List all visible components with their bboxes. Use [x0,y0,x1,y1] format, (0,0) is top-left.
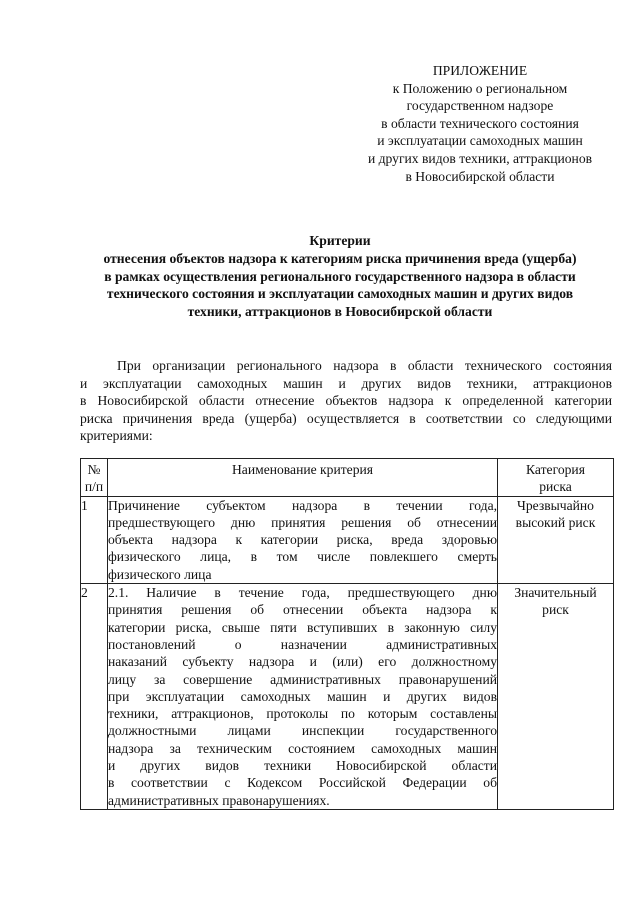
title-line: в рамках осуществления регионального государственного надзора в области [104,268,576,284]
appendix-line: в Новосибирской области [405,168,555,184]
title-heading: Критерии [309,233,371,248]
title-line: отнесения объектов надзора к категориям риска причинения вреда (ущерба) [103,250,577,266]
appendix-line: и эксплуатации самоходных машин [377,133,583,149]
criterion-line: надзора за техническим состоянием самоходных машин [108,740,497,756]
criterion-line: постановлений о назначении административных [108,636,497,652]
category-line: Чрезвычайно [517,497,594,513]
header-num [81,459,108,497]
row-number: 1 [81,496,108,583]
criterion-line: техники, аттракционов, протоколы по которым составлены [108,706,497,722]
appendix-line: и других видов техники, аттракционов [367,150,593,166]
criterion-line: при эксплуатации самоходных машин и других видов [108,688,497,704]
criterion-line: лицу за совершение административных правонарушений [108,671,497,687]
header-category-line: риска [539,479,572,495]
category-line: риск [542,602,569,618]
criterion-line: категории риска, свыше пяти вступивших в законную силу [108,619,497,635]
appendix-line: к Положению о региональном [392,80,568,96]
criterion-line: наказаний субъекту надзора и (или) его должностному [108,654,497,670]
title-line: технического состояния и эксплуатации самоходных машин и других видов [106,286,574,302]
criterion-line: принятия решения об отнесении объекта надзора к [108,602,497,618]
criterion-text [108,584,498,810]
risk-category [498,496,614,583]
header-num-line: п/п [84,479,104,495]
intro-line: в Новосибирской области отнесение объектов надзора к определенной категории [80,393,612,408]
criterion-text [108,496,498,583]
header-category-line: Категория [526,462,585,477]
header-num-line: № [87,462,101,477]
document-title [60,232,620,321]
table-row [81,584,614,810]
title-line: техники, аттракционов в Новосибирской области [187,304,493,320]
category-line: Значительный [514,585,597,601]
intro-line: и эксплуатации самоходных машин и других видов техники, аттракционов [80,375,612,391]
intro-paragraph [80,357,612,445]
appendix-heading: ПРИЛОЖЕНИЕ [432,63,528,78]
appendix-line: государственном надзоре [406,98,554,114]
header-name-label: Наименование критерия [231,462,374,477]
category-line: высокий риск [515,514,596,530]
appendix-block [330,62,630,185]
criterion-line: предшествующего дню принятия решения об отнесении [108,514,497,530]
risk-category [498,584,614,810]
criterion-line: объекта надзора к категории риска, вреда здоровью [108,532,497,548]
criterion-line: должностными лицами инспекции государственного [108,723,497,739]
appendix-line: в области технического состояния [381,115,579,131]
criterion-line: и других видов техники Новосибирской области [108,758,497,774]
header-name [108,459,498,497]
intro-line: риска причинения вреда (ущерба) осуществляется в соответствии со следующими [80,410,612,426]
intro-line: При организации регионального надзора в области технического состояния [117,358,612,373]
criterion-line: физического лица [108,566,212,582]
criterion-line: физического лица, в том числе повлекшего смерть [108,549,497,565]
criterion-line: в соответствии с Кодексом Российской Федерации об [108,775,497,791]
header-category [498,459,614,497]
criterion-line: 2.1. Наличие в течение года, предшествующего дню [108,585,497,601]
table-row [81,496,614,583]
criteria-table [80,458,614,810]
intro-line: критериями: [80,428,153,443]
table-header-row [81,459,614,497]
criterion-line: Причинение субъектом надзора в течении года, [108,497,497,513]
row-number: 2 [81,584,108,810]
criterion-line: административных правонарушениях. [108,792,330,808]
